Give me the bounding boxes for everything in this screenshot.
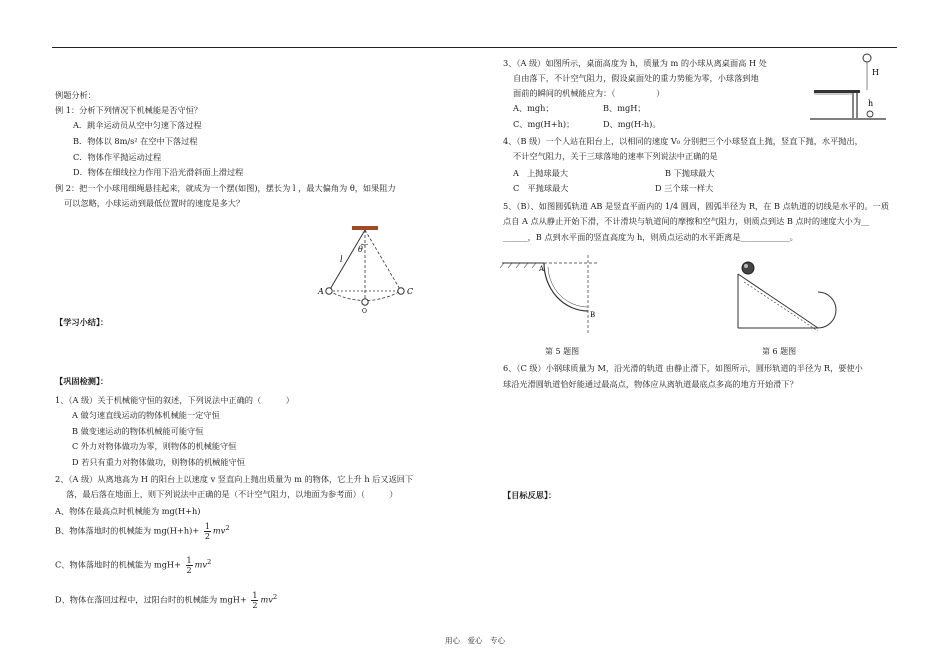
q4-option-d: D 三个球一样大 [655,183,714,193]
q1-option-d: D 若只有重力对物体做功，则物体的机械能守恒 [72,457,245,467]
loop-arc [818,292,836,328]
label-small-h: h [868,99,874,108]
q6-caption: 第 6 题图 [762,347,797,356]
ex2-line1: 例 2：把一个小球用细绳悬挂起来，就成为一个摆(如图)，摆长为 l ，最大偏角为 θ，如果阻力 [55,183,396,193]
q1-option-a: A 做匀速直线运动的物体机械能一定守恒 [72,410,220,420]
q2-option-a: A、物体在最高点时机械能为 mg(H+h) [55,506,201,516]
q2-option-d: D、物体在落回过程中，过阳台时的机械能为 mgH+ $\frac{1}{2}$ $mv^2$ [55,591,278,610]
fraction-half: $\frac{1}{2}$ [186,556,192,575]
ex1-stem: 例 1：分析下列情况下机械能是否守恒？ [55,105,202,115]
q5-line1: 5、（B）、如图圆弧轨道 AB 是竖直平面内的 1/4 圆周，圆弧半径为 R，在 B 点轨道的切线是水平的。一质 [503,201,890,211]
table-top [814,90,860,93]
bob-o [362,299,368,305]
pendulum-figure [310,218,430,313]
fraction-half: $\frac{1}{2}$ [204,522,210,541]
summary-heading: 【学习小结】： [55,317,109,327]
label-c: C [407,287,414,296]
q2-line1: 2、（A 级）从离地高为 H 的阳台上以速度 v 竖直向上抛出质量为 m 的物体，它上升 h 后又返回下 [55,474,414,484]
fraction-half: $\frac{1}{2}$ [252,591,258,610]
q3-option-b: B、mgH； [603,103,646,113]
analysis-heading: 例题分析： [55,90,96,100]
q1-stem: 1、（A 级）关于机械能守恒的叙述，下列说法中正确的（ ） [55,395,294,405]
q3-line1: 3、（A 级）如图所示，桌面高度为 h，质量为 m 的小球从离桌面高 H 处 [503,58,767,68]
q3-option-c: C、mg(H+h)； [513,119,575,129]
q3-line3: 面前的瞬间的机械能应为：（ ） [513,88,665,98]
label-a: A [318,287,324,296]
ex1-option-a: A．跳伞运动员从空中匀速下落过程 [73,120,202,130]
q2-option-b: B、物体落地时的机械能为 mg(H+h)+ $\frac{1}{2}$ $mv^2$ [55,522,230,541]
header-rule [52,47,897,48]
q2-option-b-text: B、物体落地时的机械能为 mg(H+h)+ [55,525,200,536]
pendulum-support [352,226,378,230]
q6-line1: 6、（C 级）小钢球质量为 M，沿光滑的轨道 由静止滑下，如图所示，圆形轨道的半径为 R，要使小 [503,363,863,373]
ex2-line2: 可以忽略，小球运动到最低位置时的速度是多大？ [64,198,245,208]
ex1-option-d: D．物体在细线拉力作用下沿光滑斜面上滑过程 [73,167,244,177]
q2-line2: 落，最后落在地面上，则下列说法中正确的是（不计空气阻力，以地面为参考面）（ ） [66,489,398,499]
steel-ball [742,262,754,274]
pendulum-string-left [329,230,365,291]
bob-c [398,288,404,294]
table-ball-figure [810,48,890,130]
q1-option-c: C 外力对物体做功为零，则物体的机械能守恒 [72,441,237,451]
q3-option-a: A、mgh； [513,103,554,113]
q4-option-b: B 下抛球最大 [665,168,715,178]
label-point-b: B [590,311,596,319]
footer-text: 用心 爱心 专心 [445,636,505,645]
q6-line2: 球沿光滑圆轨道恰好能通过最高点，物体应从离轨道最底点多高的地方开始滑下？ [503,379,798,389]
reflection-heading: 【目标反思】： [503,490,557,500]
q2-option-c-text: C、物体落地时的机械能为 mgH+ [55,559,181,570]
label-l: l [340,255,343,264]
q4-line1: 4、（B 级）一个人站在阳台上，以相同的速度 V₀ 分别把三个小球竖直上抛，竖直下抛，水平抛出， [503,136,863,146]
label-big-h: H [872,68,879,77]
q3-line2: 自由落下，不计空气阻力，假设桌面处的重力势能为零，小球落到地 [513,73,759,83]
bob-a [326,288,332,294]
ex1-option-b: B．物体以 8m/s² 在空中下落过程 [73,136,198,146]
ex1-option-c: C．物体作平抛运动过程 [73,152,162,162]
slope [738,274,818,328]
label-theta: θ [358,245,363,254]
q4-option-a: A 上抛球最大 [513,168,569,178]
q4-line2: 不计空气阻力，关于三球落地的速率下列说法中正确的是 [513,151,718,161]
label-point-a: A [539,265,545,273]
q5-line2: 点自 A 点从静止开始下滑，不计滑块与轨道间的摩擦和空气阻力，则质点到达 B 点时的速度大小为__ [503,216,870,226]
label-o: O [362,308,367,315]
loop-track-figure [732,256,842,336]
q5-caption: 第 5 题图 [545,347,580,356]
pendulum-string-right [365,230,401,291]
ball-top [863,54,871,62]
q2-option-c: C、物体落地时的机械能为 mgH+ $\frac{1}{2}$ $mv^2$ [55,556,212,575]
q4-option-c: C 平抛球最大 [513,183,569,193]
q5-line3: ______，B 点到水平面的竖直高度为 h，则质点运动的水平距离是____________。 [503,232,798,242]
q1-option-b: B 做变速运动的物体机械能可能守恒 [72,426,204,436]
ball-bottom [867,111,873,117]
q2-option-d-text: D、物体在落回过程中，过阳台时的机械能为 mgH+ [55,594,247,605]
q3-option-d: D、mg(H-h)。 [603,119,661,129]
arc-track-figure [500,255,610,335]
check-heading: 【巩固检测】： [55,376,109,386]
quarter-arc [544,263,588,311]
